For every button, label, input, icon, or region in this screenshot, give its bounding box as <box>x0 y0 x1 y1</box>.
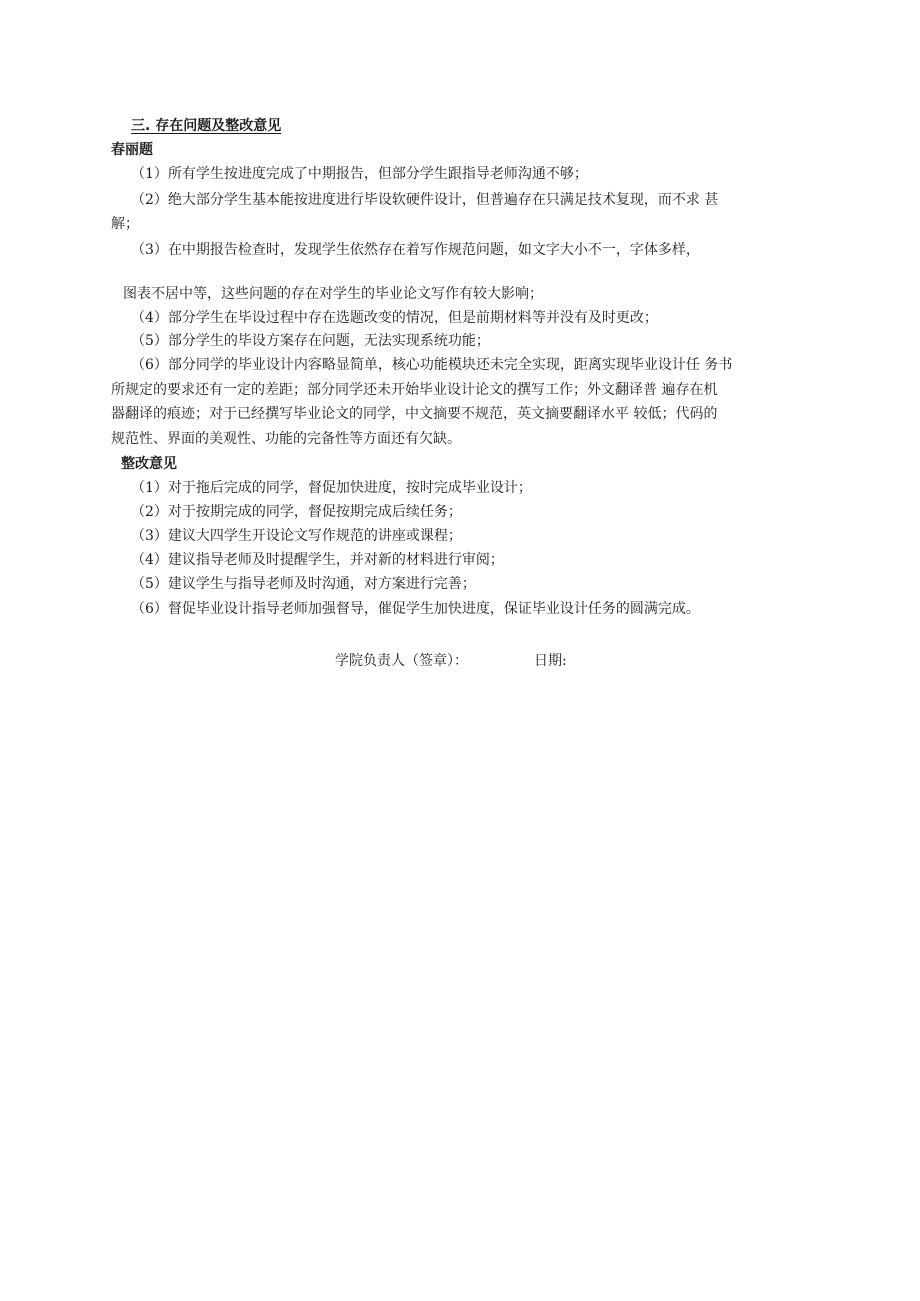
signature-label: 学院负责人（签章）： <box>335 653 468 669</box>
problem-item-2-continued: 解； <box>111 216 139 232</box>
rectification-item-1: （1）对于拖后完成的同学，督促加快进度，按时完成毕业设计； <box>131 480 532 496</box>
problem-item-6: （6）部分同学的毕业设计内容略显简单，核心功能模块还未完全实现，距离实现毕业设计任 务书 <box>131 357 733 373</box>
rectification-item-5: （5）建议学生与指导老师及时沟通，对方案进行完善； <box>131 576 476 592</box>
section-title: 三. 存在问题及整改意见 <box>131 118 282 134</box>
date-label: 日期: <box>534 653 567 669</box>
rectification-item-3: （3）建议大四学生开设论文写作规范的讲座或课程； <box>131 528 462 544</box>
problem-item-3-continued: 图表不居中等，这些问题的存在对学生的毕业论文写作有较大影响； <box>123 286 543 302</box>
subject-name: 春丽题 <box>111 142 153 158</box>
rectification-item-6: （6）督促毕业设计指导老师加强督导，催促学生加快进度，保证毕业设计任务的圆满完成。 <box>131 601 700 617</box>
problem-item-6-line-2: 所规定的要求还有一定的差距；部分同学还未开始毕业设计论文的撰写工作；外文翻译普 遍存在机 <box>111 382 718 398</box>
problem-item-2: （2）绝大部分学生基本能按进度进行毕设软硬件设计，但普遍存在只满足技术复现，而不求 甚 <box>131 192 719 208</box>
rectification-item-2: （2）对于按期完成的同学，督促按期完成后续任务； <box>131 504 462 520</box>
problem-item-3: （3）在中期报告检查时，发现学生依然存在着写作规范问题，如文字大小不一，字体多样， <box>131 242 700 258</box>
problem-item-5: （5）部分学生的毕设方案存在问题，无法实现系统功能； <box>131 333 490 349</box>
rectification-title: 整改意见 <box>121 456 177 472</box>
rectification-item-4: （4）建议指导老师及时提醒学生，并对新的材料进行审阅； <box>131 552 504 568</box>
problem-item-6-line-4: 规范性、界面的美观性、功能的完备性等方面还有欠缺。 <box>111 431 461 447</box>
problem-item-4: （4）部分学生在毕设过程中存在选题改变的情况，但是前期材料等并没有及时更改； <box>131 310 658 326</box>
problem-item-1: （1）所有学生按进度完成了中期报告，但部分学生跟指导老师沟通不够； <box>131 166 588 182</box>
problem-item-6-line-3: 器翻译的痕迹；对于已经撰写毕业论文的同学，中文摘要不规范，英文摘要翻译水平 较低；代码的 <box>111 406 718 422</box>
signature-row <box>335 651 567 671</box>
